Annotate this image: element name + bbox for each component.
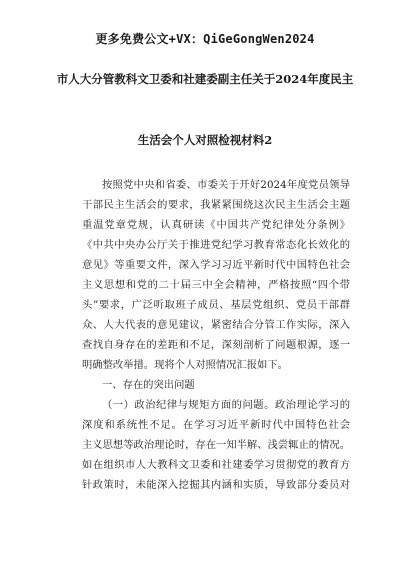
body-line: 主义思想等政治理论时，存在一知半解、浅尝辄止的情况。 (82, 439, 350, 451)
body-line: 意见》等重要文件，深入学习习近平新时代中国特色社会 (82, 259, 350, 271)
body-line: 重温党章党规，认真研读《中国共产党纪律处分条例》 (82, 219, 350, 231)
body-line: 头”要求，广泛听取班子成员、基层党组织、党员干部群 (82, 299, 350, 311)
body-line: 众、人大代表的意见建议，紧密结合分管工作实际，深入 (82, 319, 350, 331)
document-title-line-2: 生活会个人对照检视材料2 (137, 133, 273, 147)
body-line: 如在组织市人大教科文卫委和社建委学习贯彻党的教育方 (82, 459, 350, 471)
body-line: 干部民主生活会的要求，我紧紧围绕这次民主生活会主题 (82, 199, 350, 211)
document-body (82, 175, 350, 495)
body-line: 主义思想和党的二十届三中全会精神，严格按照“四个带 (82, 279, 350, 291)
body-line: 按照党中央和省委、市委关于开好2024年度党员领导 (102, 179, 350, 191)
body-line: 深度和系统性不足。在学习习近平新时代中国特色社会 (82, 419, 350, 431)
watermark-text: 更多免费公文+VX：QiGeGongWen2024 (95, 32, 315, 46)
document-title-line-1: 市人大分管教科文卫委和社建委副主任关于2024年度民主 (56, 72, 354, 86)
body-line: 《中共中央办公厅关于推进党纪学习教育常态化长效化的 (82, 239, 350, 251)
body-line: （一）政治纪律与规矩方面的问题。政治理论学习的 (102, 399, 350, 411)
body-line: 查找自身存在的差距和不足，深刻剖析了问题根源，逐一 (82, 339, 350, 351)
section-heading: 一、存在的突出问题 (102, 379, 195, 391)
body-line: 针政策时，未能深入挖掘其内涵和实质，导致部分委员对 (82, 479, 350, 491)
body-line: 明确整改举措。现将个人对照情况汇报如下。 (82, 359, 288, 371)
